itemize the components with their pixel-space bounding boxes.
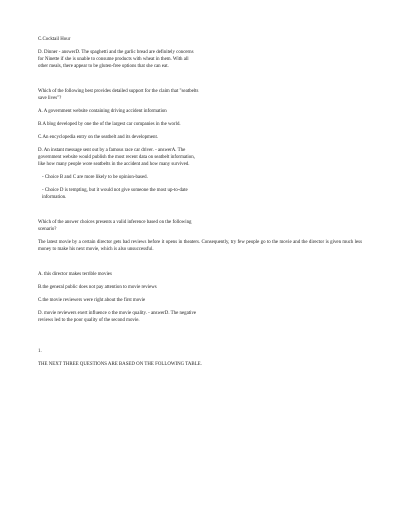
option-b-general-public: B.the general public does not pay attention to movie reviews	[38, 285, 157, 290]
option-d-dinner-answer: D. Dinner - answerD. The spaghetti and the garlic bread are definitely concerns for Ninette if she is unable to consume products with wheat in them. With all other meals, there appear to be gluten-free options that she can eat.	[38, 50, 194, 69]
option-d-reviewers-influence-answer: D. movie reviewers exert influence o the movie quality. - answerD. The negative reviews led to the poor quality of the second movie.	[38, 311, 197, 323]
section-heading-table: THE NEXT THREE QUESTIONS ARE BASED ON THE FOLLOWING TABLE.	[38, 362, 202, 367]
document-page	[38, 36, 362, 368]
option-a-government-website: A. A government website containing driving accident information	[38, 109, 167, 114]
question-valid-inference: Which of the answer choices presents a valid inference based on the following scenario?	[38, 220, 192, 232]
explanation-choice-d: - Choice D is tempting, but it would not give someone the most up-to-date information.	[42, 188, 188, 200]
option-a-terrible-movies: A. this director makes terrible movies	[38, 272, 112, 277]
option-c-cocktail-hour: C.Cocktail Hour	[38, 37, 71, 42]
question-seatbelts: Which of the following best provides detailed support for the claim that "seatbelts save lives"?	[38, 89, 199, 101]
explanation-choice-b-c: - Choice B and C are more likely to be opinion-based.	[42, 175, 148, 180]
option-c-encyclopedia: C.An encyclopedia entry on the seatbelt and its development.	[38, 135, 159, 140]
scenario-paragraph: The latest movie by a certain director gets bad reviews before it opens in theaters. Consequently, try few people go to the movie and the director is given much less money to make his next movie, which is also unsuccessful.	[38, 240, 362, 252]
option-b-blog: B.A blog developed by one the of the largest car companies in the world.	[38, 122, 181, 127]
list-number: 1.	[38, 349, 42, 354]
option-d-instant-message-answer: D. An instant message sent out by a famous race car driver. - answerA. The government website would publish the most recent data on seatbelt information, like how many people wore seatbelts in the accident and how many survived.	[38, 148, 195, 167]
option-c-reviewers-right: C.the movie reviewers were right about the first movie	[38, 298, 146, 303]
